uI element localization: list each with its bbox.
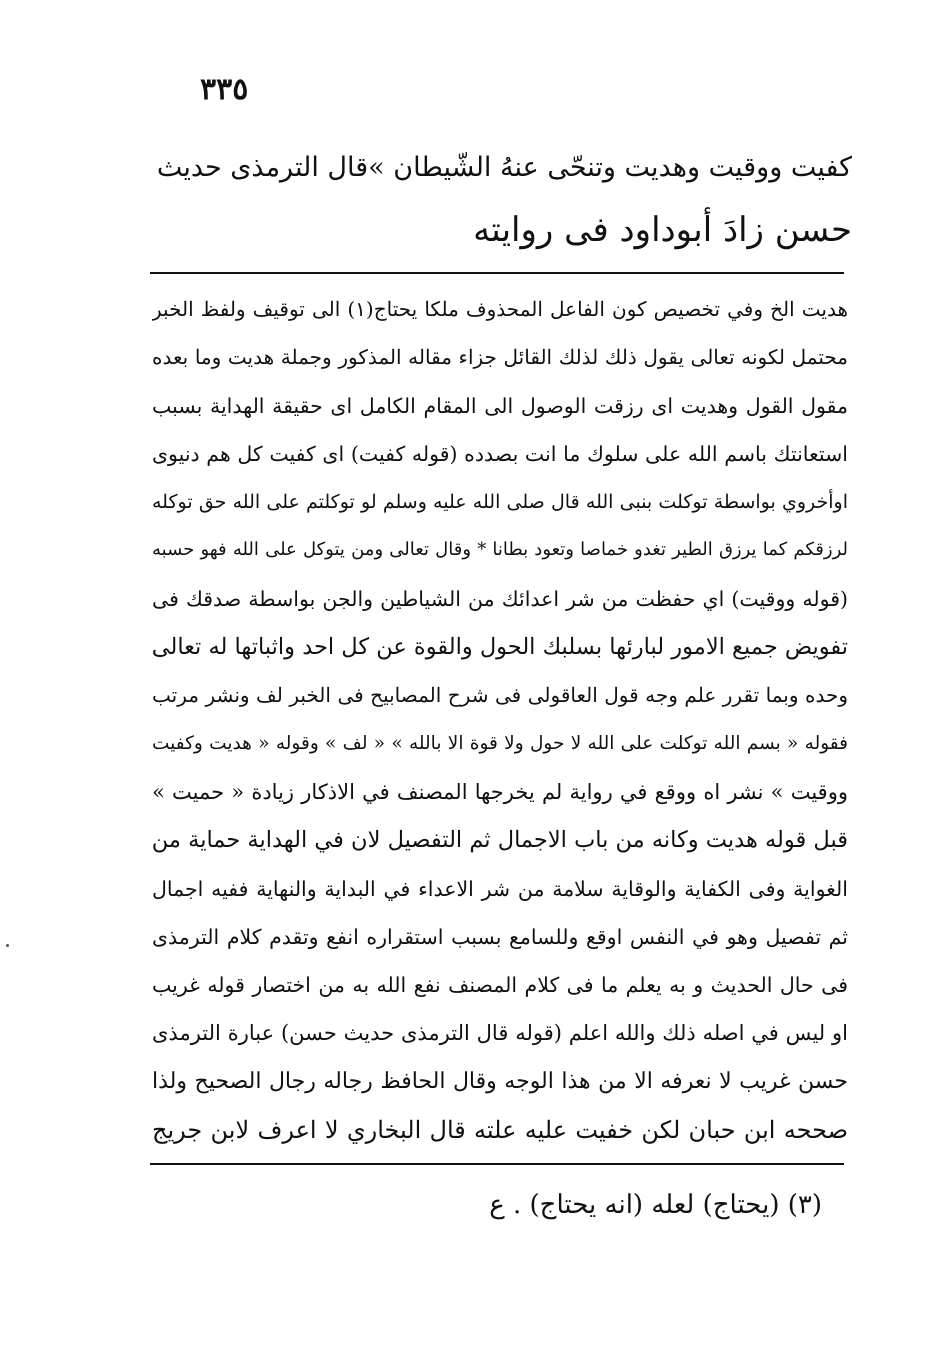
hadith-main-text <box>150 140 852 264</box>
page-number: ٣٣٥ <box>200 72 249 107</box>
commentary-line: مقول القول وهديت اى رزقت الوصول الى المقام الكامل اى حقيقة الهداية بسبب <box>152 393 848 418</box>
commentary-line: ثم تفصيل وهو في النفس اوقع وللسامع بسبب استقراره انفع وتقدم كلام الترمذى <box>152 924 848 949</box>
commentary-line: حسن غريب لا نعرفه الا من هذا الوجه وقال الحافظ رجاله رجال الصحيح ولذا <box>152 1068 848 1094</box>
commentary-line: فى حال الحديث و به يعلم ما فى كلام المصنف نفع الله به من اختصار قوله غريب <box>152 973 848 998</box>
commentary-line: قبل قوله هديت وكانه من باب الاجمال ثم التفصيل لان في الهداية حماية من <box>152 827 848 854</box>
commentary-line: الغواية وفى الكفاية والوقاية سلامة من شر الاعداء في البداية والنهاية ففيه اجمال <box>152 876 848 901</box>
commentary-line: محتمل لكونه تعالى يقول ذلك لذلك القائل جزاء مقاله المذكور وجملة هديت وما بعده <box>152 345 848 370</box>
main-text-line: حسن زادَ أبوداود فى روايته <box>473 210 852 250</box>
commentary-line: هديت الخ وفي تخصيص كون الفاعل المحذوف ملكا يحتاج(١) الى توقيف ولفظ الخبر <box>152 297 848 321</box>
commentary-line: وحده وبما تقرر علم وجه قول العاقولى فى شرح المصابيح فى الخبر لف ونشر مرتب <box>152 683 848 708</box>
commentary-line: او ليس في اصله ذلك والله اعلم (قوله قال الترمذى حديث حسن) عبارة الترمذى <box>152 1021 848 1046</box>
commentary-line: لرزقكم كما يرزق الطير تغدو خماصا وتعود بطانا * وقال تعالى ومن يتوكل على الله فهو حسبه <box>152 539 848 561</box>
commentary-block <box>152 285 848 1154</box>
section-divider-top <box>150 272 844 274</box>
commentary-line: تفويض جميع الامور لبارئها بسلبك الحول والقوة عن كل احد واثباتها له تعالى <box>152 634 848 661</box>
commentary-line: استعانتك باسم الله على سلوك ما انت بصدده (قوله كفيت) اى كفيت كل هم دنيوى <box>152 441 848 466</box>
section-divider-bottom <box>150 1163 844 1165</box>
main-text-line: كفيت ووقيت وهديت وتنحّى عنهُ الشّيطان »قال الترمذى حديث <box>156 152 852 183</box>
commentary-line: ووقيت » نشر اه ووقع في رواية لم يخرجها المصنف في الاذكار زيادة « حميت » <box>152 779 848 804</box>
margin-speck <box>6 944 9 947</box>
commentary-line: اوأخروي بواسطة توكلت بنبى الله قال صلى الله عليه وسلم لو توكلتم على الله حق توكله <box>152 491 848 514</box>
commentary-line: فقوله « بسم الله توكلت على الله لا حول ولا قوة الا بالله » « لف » وقوله « هديت وكفيت <box>152 732 848 754</box>
commentary-line: صححه ابن حبان لكن خفيت عليه علته قال البخاري لا اعرف لابن جريج <box>152 1116 848 1145</box>
commentary-line: (قوله ووقيت) اي حفظت من شر اعدائك من الشياطين والجن بواسطة صدقك فى <box>152 586 848 611</box>
footnote: (٣) (يحتاج) لعله (انه يحتاج) . ع <box>489 1190 822 1220</box>
